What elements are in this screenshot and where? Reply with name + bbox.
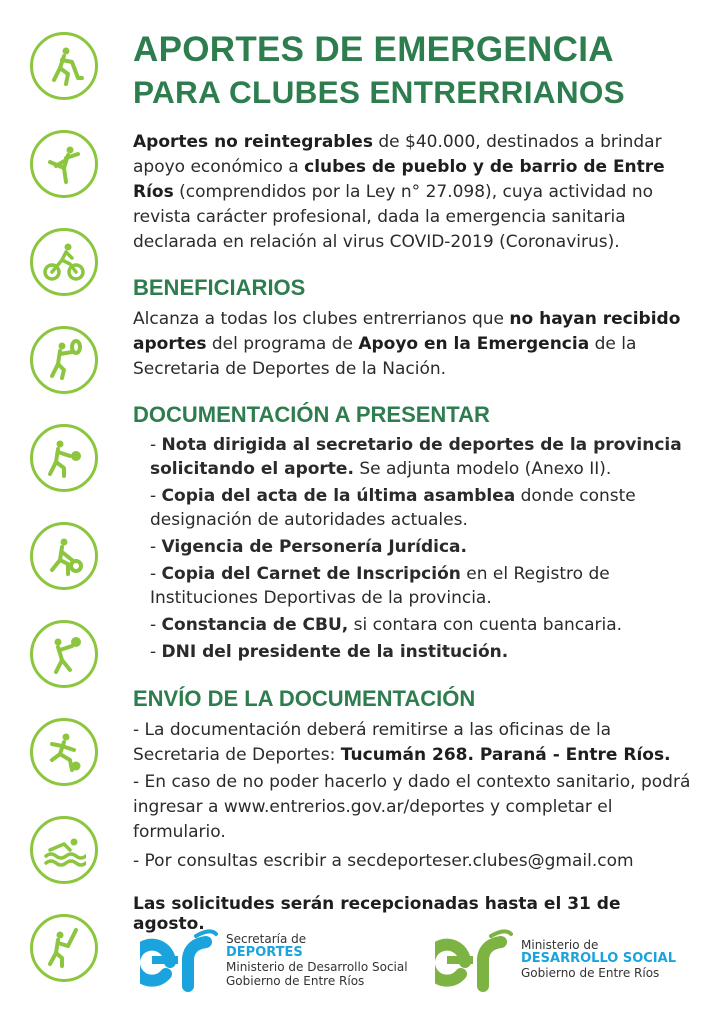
- item-text: si contara con cuenta bancaria.: [348, 615, 623, 635]
- cycling-icon: [30, 228, 98, 296]
- logo-line: Gobierno de Entre Ríos: [521, 966, 660, 980]
- er-logo-blue-icon: [140, 928, 218, 992]
- envio-text-1: - La documentación deberá remitirse a las oficinas de la Secretaria de Deportes:: [133, 720, 612, 765]
- item-dash: -: [150, 615, 162, 635]
- ministerio-desarrollo-logo: [435, 922, 700, 1002]
- list-item: [150, 433, 693, 481]
- ministerio-logo-text: [521, 938, 676, 980]
- intro-bold-2: clubes de pueblo y de barrio de Entre Ríos: [133, 157, 665, 202]
- item-dash: -: [150, 435, 162, 455]
- sport-icons-column: [30, 0, 102, 1024]
- item-dash: -: [150, 486, 162, 506]
- secretaria-deportes-logo: [140, 922, 410, 1002]
- hockey-icon: [30, 32, 98, 100]
- karate-icon: [30, 130, 98, 198]
- documentacion-list: [150, 433, 693, 664]
- er-logo-green-icon: [435, 928, 513, 992]
- item-dash: -: [150, 642, 162, 662]
- page-title-line-2: PARA CLUBES ENTRERRIANOS: [133, 74, 625, 110]
- item-bold: DNI del presidente de la institución.: [161, 642, 509, 662]
- envio-paragraph-3: - Por consultas escribir a secdeporteser.clubes@gmail.com: [133, 851, 634, 871]
- envio-address: Tucumán 268. Paraná - Entre Ríos.: [340, 745, 671, 765]
- soccer-icon: [30, 718, 98, 786]
- logo-line: Ministerio de: [521, 938, 599, 952]
- deadline-note: Las solicitudes serán recepcionadas hasta el 31 de agosto.: [133, 894, 621, 934]
- list-item: [150, 613, 693, 637]
- list-item: [150, 535, 693, 559]
- item-text: donde conste designación de autoridades actuales.: [150, 486, 636, 530]
- logo-line: Ministerio de Desarrollo Social: [226, 960, 408, 974]
- beneficiarios-text-3: de la Secretaria de Deportes de la Nación.: [133, 334, 637, 379]
- item-text: en el Registro de Instituciones Deportivas de la provincia.: [150, 564, 610, 608]
- intro-text-1: de $40.000, destinados a brindar apoyo económico a: [133, 132, 662, 177]
- item-text: Se adjunta modelo (Anexo II).: [353, 459, 612, 479]
- documentacion-heading: DOCUMENTACIÓN A PRESENTAR: [133, 402, 490, 427]
- logo-line: Secretaría de: [226, 932, 307, 946]
- item-bold: Constancia de CBU,: [161, 615, 349, 635]
- item-bold: Copia del acta de la última asamblea: [161, 486, 516, 506]
- item-bold: Nota dirigida al secretario de deportes de la provincia solicitando el aporte.: [150, 435, 682, 479]
- handball-icon: [30, 424, 98, 492]
- beneficiarios-paragraph: [133, 307, 693, 382]
- main-content: [133, 28, 693, 934]
- list-item: [150, 562, 693, 610]
- volleyball-icon: [30, 522, 98, 590]
- beneficiarios-heading: BENEFICIARIOS: [133, 275, 306, 300]
- swimming-icon: [30, 816, 98, 884]
- logo-line-strong: DESARROLLO SOCIAL: [521, 951, 676, 966]
- item-bold: Copia del Carnet de Inscripción: [161, 564, 461, 584]
- intro-paragraph: [133, 130, 693, 255]
- envio-heading: ENVÍO DE LA DOCUMENTACIÓN: [133, 686, 476, 711]
- page-title-line-1: APORTES DE EMERGENCIA: [133, 30, 614, 69]
- list-item: [150, 484, 693, 532]
- voleibol-icon: [30, 620, 98, 688]
- logo-line: Gobierno de Entre Ríos: [226, 974, 365, 988]
- secretaria-logo-text: [226, 932, 408, 988]
- logo-line-strong: DEPORTES: [226, 945, 303, 960]
- intro-bold-1: Aportes no reintegrables: [133, 132, 373, 152]
- envio-paragraph-2: - En caso de no poder hacerlo y dado el contexto sanitario, podrá ingresar a www.entrerios.gov.ar/deportes y completar el formulario.: [133, 772, 691, 842]
- baseball-icon: [30, 914, 98, 982]
- tennis-icon: [30, 326, 98, 394]
- item-dash: -: [150, 537, 162, 557]
- beneficiarios-text-1: Alcanza a todas los clubes entrerrianos que: [133, 309, 510, 329]
- beneficiarios-bold-2: Apoyo en la Emergencia: [358, 334, 590, 354]
- intro-text-2: (comprendidos por la Ley n° 27.098), cuya actividad no revista carácter profesional, dada la emergencia sanitaria declarada en relación al virus COVID-2019 (Coronavirus).: [133, 182, 654, 252]
- item-dash: -: [150, 564, 162, 584]
- list-item: [150, 640, 693, 664]
- beneficiarios-text-2: del programa de: [206, 334, 359, 354]
- beneficiarios-bold-1: no hayan recibido aportes: [133, 309, 681, 354]
- envio-paragraph-1: [133, 718, 693, 768]
- footer-logos: [140, 922, 700, 1002]
- item-bold: Vigencia de Personería Jurídica.: [161, 537, 467, 557]
